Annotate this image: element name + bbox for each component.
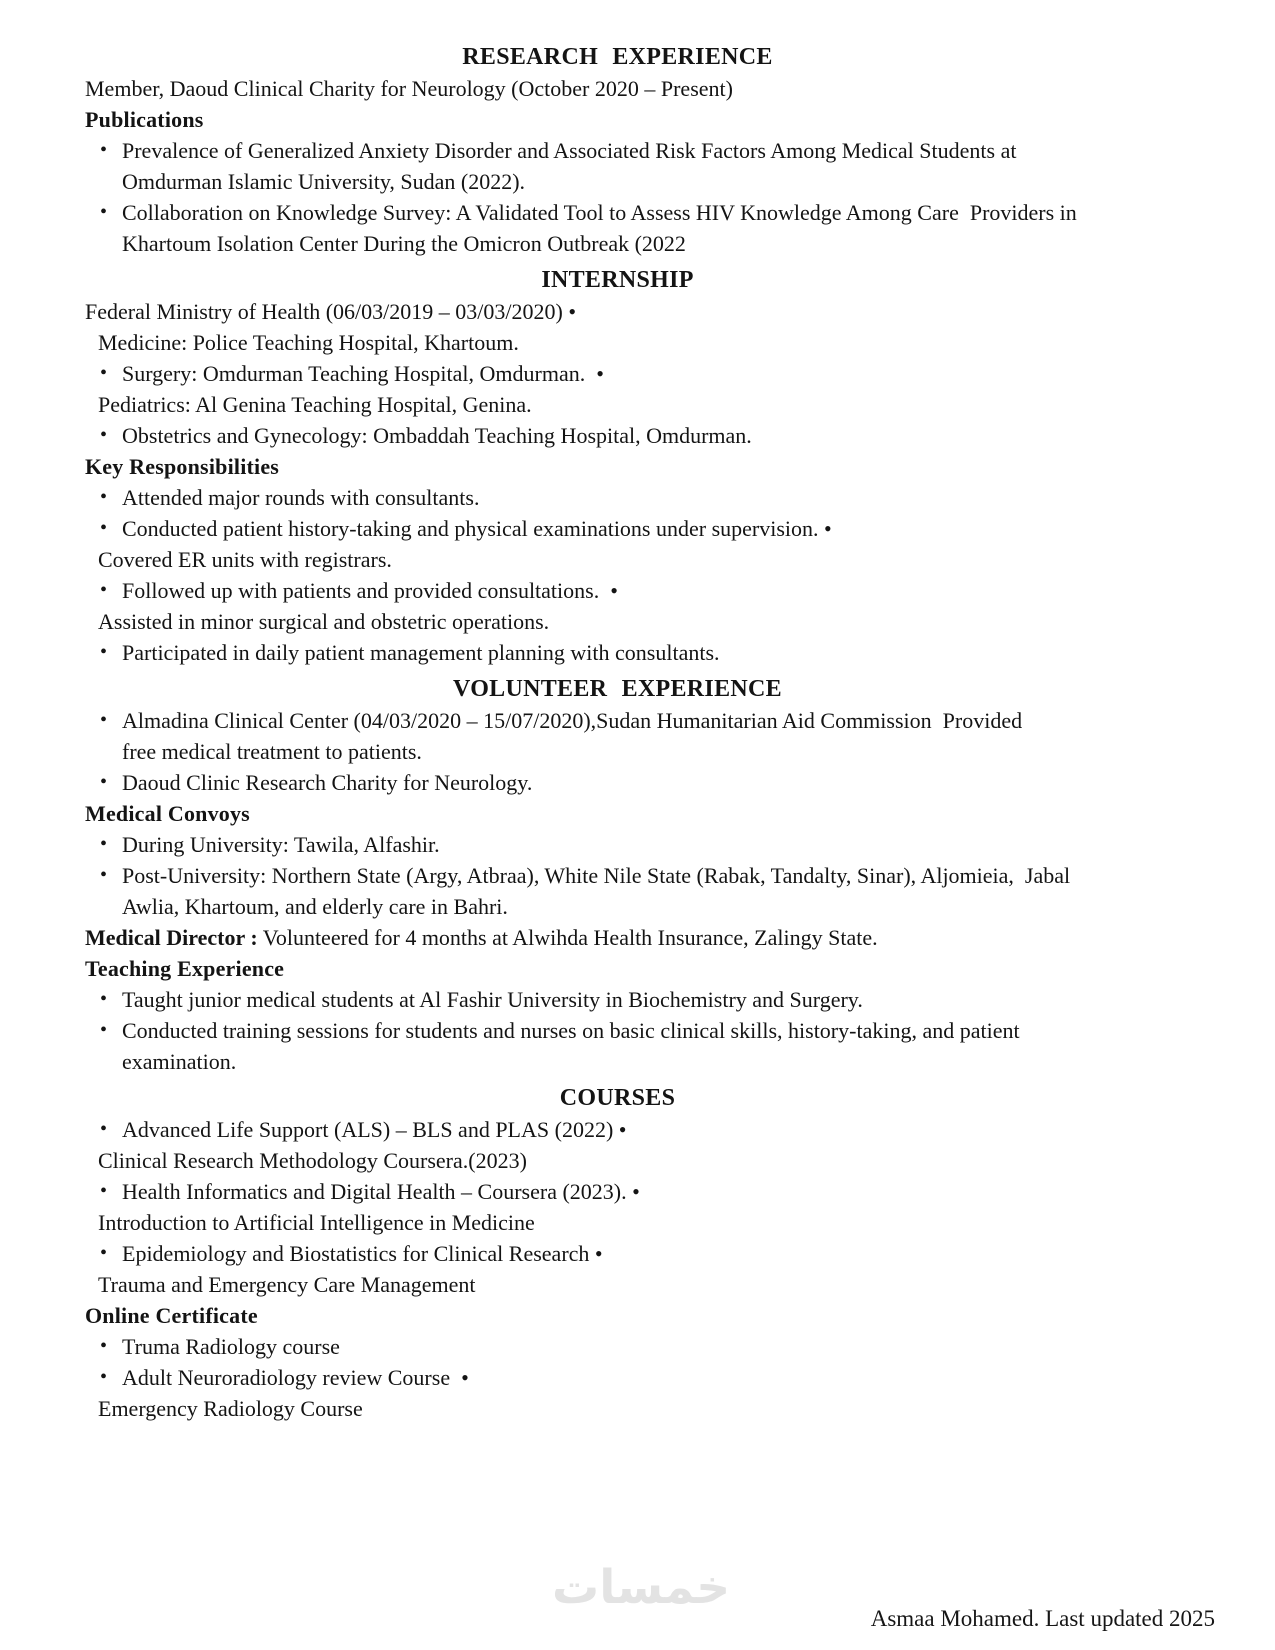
- bullet-item: [85, 705, 1150, 736]
- text-line: Covered ER units with registrars.: [98, 547, 392, 572]
- bullet-continuation-line: examination.: [122, 1049, 237, 1074]
- bullet-item: [85, 1114, 1150, 1145]
- subheading: Publications: [85, 107, 204, 132]
- bullet-item: [85, 984, 1150, 1015]
- text-line: Clinical Research Methodology Coursera.(2023): [98, 1148, 527, 1173]
- bullet-item: [85, 1238, 1150, 1269]
- labeled-line: [85, 922, 1150, 953]
- bullet-item: [85, 482, 1150, 513]
- khamsat-watermark: خمسات: [552, 1560, 731, 1615]
- bullet-marker: •: [100, 201, 108, 223]
- text-line: Trauma and Emergency Care Management: [98, 1272, 476, 1297]
- subheading: Online Certificate: [85, 1303, 258, 1328]
- text-line: Federal Ministry of Health (06/03/2019 – 03/03/2020) •: [85, 299, 577, 324]
- text-line: Medicine: Police Teaching Hospital, Khartoum.: [98, 330, 519, 355]
- bullet-text: Truma Radiology course: [122, 1334, 340, 1359]
- bullet-text: Surgery: Omdurman Teaching Hospital, Omdurman. •: [122, 361, 604, 386]
- bullet-text: Conducted patient history-taking and physical examinations under supervision. •: [122, 516, 832, 541]
- bullet-text: Advanced Life Support (ALS) – BLS and PLAS (2022) •: [122, 1117, 627, 1142]
- bullet-item: [85, 420, 1150, 451]
- section-heading: INTERNSHIP: [541, 267, 694, 293]
- bullet-marker: •: [100, 139, 108, 161]
- bullet-text: Post-University: Northern State (Argy, Atbraa), White Nile State (Rabak, Tandalty, Sinar), Aljomieia, Jabal: [122, 863, 1071, 888]
- resume-body: [85, 42, 1150, 1424]
- subheading: Key Responsibilities: [85, 454, 280, 479]
- bullet-marker: •: [100, 1242, 108, 1264]
- bullet-text: Adult Neuroradiology review Course •: [122, 1365, 469, 1390]
- bullet-text: Conducted training sessions for students and nurses on basic clinical skills, history-taking, and patient: [122, 1018, 1020, 1043]
- bullet-marker: •: [100, 1366, 108, 1388]
- bullet-item: [85, 358, 1150, 389]
- bullet-continuation-line: Awlia, Khartoum, and elderly care in Bahri.: [122, 894, 508, 919]
- bullet-marker: •: [100, 864, 108, 886]
- bullet-continuation-line: Khartoum Isolation Center During the Omicron Outbreak (2022: [122, 231, 686, 256]
- section-heading: VOLUNTEER EXPERIENCE: [453, 676, 782, 702]
- bullet-text: Attended major rounds with consultants.: [122, 485, 480, 510]
- bullet-text: Epidemiology and Biostatistics for Clinical Research •: [122, 1241, 603, 1266]
- bullet-text: Almadina Clinical Center (04/03/2020 – 15/07/2020),Sudan Humanitarian Aid Commission Provided: [122, 708, 1023, 733]
- bullet-item: [85, 1331, 1150, 1362]
- bullet-item: [85, 829, 1150, 860]
- bullet-marker: •: [100, 988, 108, 1010]
- text-line: Emergency Radiology Course: [98, 1396, 363, 1421]
- bullet-item: [85, 1015, 1150, 1046]
- section-heading: RESEARCH EXPERIENCE: [462, 44, 773, 70]
- bullet-item: [85, 1176, 1150, 1207]
- bullet-item: [85, 513, 1150, 544]
- bullet-item: [85, 197, 1150, 228]
- bullet-marker: •: [100, 1019, 108, 1041]
- bullet-item: [85, 767, 1150, 798]
- bullet-marker: •: [100, 424, 108, 446]
- bullet-item: [85, 637, 1150, 668]
- bullet-marker: •: [100, 771, 108, 793]
- text-line: Assisted in minor surgical and obstetric operations.: [98, 609, 550, 634]
- bullet-item: [85, 1362, 1150, 1393]
- text-line: Introduction to Artificial Intelligence in Medicine: [98, 1210, 535, 1235]
- bullet-marker: •: [100, 833, 108, 855]
- section-heading: COURSES: [559, 1085, 676, 1111]
- bullet-text: During University: Tawila, Alfashir.: [122, 832, 440, 857]
- bullet-continuation-line: Omdurman Islamic University, Sudan (2022).: [122, 169, 526, 194]
- text-line: Member, Daoud Clinical Charity for Neurology (October 2020 – Present): [85, 76, 733, 101]
- footer-note: Asmaa Mohamed. Last updated 2025: [870, 1606, 1215, 1631]
- bullet-item: [85, 135, 1150, 166]
- bullet-text: Participated in daily patient management planning with consultants.: [122, 640, 720, 665]
- bullet-marker: •: [100, 709, 108, 731]
- bullet-marker: •: [100, 362, 108, 384]
- bullet-text: Taught junior medical students at Al Fashir University in Biochemistry and Surgery.: [122, 987, 863, 1012]
- bullet-item: [85, 575, 1150, 606]
- subheading: Teaching Experience: [85, 956, 285, 981]
- subheading: Medical Convoys: [85, 801, 250, 826]
- bullet-marker: •: [100, 1118, 108, 1140]
- bullet-marker: •: [100, 486, 108, 508]
- bullet-text: Collaboration on Knowledge Survey: A Validated Tool to Assess HIV Knowledge Among Care Providers in: [122, 200, 1077, 225]
- bullet-marker: •: [100, 641, 108, 663]
- bullet-text: Health Informatics and Digital Health – Coursera (2023). •: [122, 1179, 640, 1204]
- bullet-marker: •: [100, 517, 108, 539]
- bullet-text: Prevalence of Generalized Anxiety Disorder and Associated Risk Factors Among Medical Students at: [122, 138, 1017, 163]
- bullet-text: Obstetrics and Gynecology: Ombaddah Teaching Hospital, Omdurman.: [122, 423, 752, 448]
- bullet-continuation-line: free medical treatment to patients.: [122, 739, 422, 764]
- bullet-marker: •: [100, 1180, 108, 1202]
- bullet-marker: •: [100, 579, 108, 601]
- bullet-item: [85, 860, 1150, 891]
- bullet-text: Daoud Clinic Research Charity for Neurology.: [122, 770, 533, 795]
- labeled-line-text: Volunteered for 4 months at Alwihda Health Insurance, Zalingy State.: [257, 925, 878, 950]
- bullet-text: Followed up with patients and provided consultations. •: [122, 578, 618, 603]
- labeled-line-lead: Medical Director :: [85, 925, 258, 950]
- text-line: Pediatrics: Al Genina Teaching Hospital, Genina.: [98, 392, 532, 417]
- bullet-marker: •: [100, 1335, 108, 1357]
